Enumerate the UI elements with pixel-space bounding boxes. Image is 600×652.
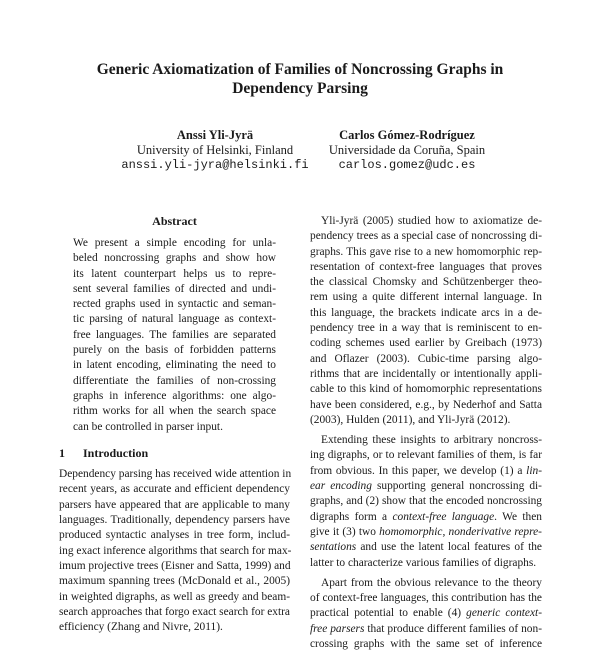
title-line-1: Generic Axiomatization of Families of Noncrossing Graphs in: [96, 61, 504, 78]
body-line: coding schemes used earlier by Greibach (1973): [310, 337, 542, 350]
body-line: of context-free languages, this contribution has the: [310, 592, 542, 605]
body-line: Yli-Jyrä (2005) studied how to axiomatize de-: [321, 215, 542, 227]
abstract-line: free languages. The families are separated: [73, 328, 276, 341]
abstract-line: in latent encoding, eliminating the need to: [73, 359, 276, 372]
body-line: have been considered, e.g., by Nederhof and Satta: [310, 398, 542, 411]
body-line: crossing graphs with the same set of inference: [310, 638, 542, 651]
body-line: ing exact inference algorithms that search for max-: [59, 544, 292, 557]
text-run: give it (3) two: [310, 525, 376, 538]
text-run: and use the latent local features of the: [360, 541, 542, 554]
author-name: Carlos Gómez-Rodríguez: [339, 128, 475, 142]
abstract-line: beled noncrossing graphs and show how: [73, 252, 276, 265]
text-run: from obvious. In this paper, we develop (1) a: [310, 464, 523, 477]
body-line: latter to characterize various families of digraphs.: [310, 556, 537, 569]
emphasis: sentations: [310, 541, 357, 554]
body-line: pendency trees as a special case of noncrossing di-: [310, 230, 542, 243]
body-line: [310, 606, 542, 621]
text-run: supporting general noncrossing di-: [376, 480, 542, 493]
abstract-line: tic parsing of natural language as context-: [73, 313, 276, 326]
text-run: digraphs form a: [310, 510, 388, 523]
body-line: ing digraphs, or to relevant families of them, is far: [310, 449, 542, 462]
abstract-line: sent several families of directed and undi-: [73, 282, 276, 295]
author-email: anssi.yli-jyra@helsinki.fi: [121, 158, 309, 172]
abstract-line: its latent counterpart helps us to repre-: [73, 267, 276, 280]
section-number: 1: [59, 445, 65, 460]
body-line: rithms that are incidentally or intentionally appli-: [310, 367, 542, 380]
body-line: resentation of context-free languages that proves: [310, 260, 542, 273]
abstract-line: rithm works for all when the search space: [73, 405, 276, 418]
emphasis: homomorphic, nonderivative repre-: [379, 525, 542, 538]
emphasis: lin-: [526, 464, 542, 477]
body-line: parsers have appeared that are applicable to many: [59, 498, 290, 511]
section-heading-introduction: [59, 446, 290, 461]
author-affiliation: Universidade da Coruña, Spain: [328, 143, 486, 157]
emphasis: free parsers: [310, 622, 365, 635]
abstract-text: [73, 236, 276, 435]
abstract-heading: Abstract: [152, 214, 197, 228]
body-line: this language, the brackets indicate arcs in a de-: [310, 306, 542, 319]
body-line: [310, 464, 542, 479]
abstract-line: can be controlled in parser input.: [73, 420, 223, 433]
body-line: produced syntactic analyses in tree form, includ-: [59, 529, 290, 542]
body-line: maximum spanning trees (McDonald et al., 2005): [59, 575, 290, 588]
body-line: pendency tree in a way that is reminiscent to en-: [310, 322, 542, 335]
abstract-line: purely on the basis of forbidden patterns: [73, 344, 276, 357]
body-line: graphs. This gave rise to a new homomorphic rep-: [310, 245, 542, 258]
text-run: practical potential to enable (4): [310, 607, 462, 620]
body-line: imum projective trees (Eisner and Satta, 1999) and: [59, 559, 291, 572]
body-line: efficiency (Zhang and Nivre, 2011).: [59, 621, 223, 634]
body-line: and Oflazer (2003). Cubic-time parsing algo-: [310, 352, 542, 365]
body-line: Apart from the obvious relevance to the theory: [321, 576, 542, 589]
body-line: [310, 510, 542, 525]
abstract-line: rected graphs used in syntactic and seman-: [73, 298, 276, 311]
body-line: Dependency parsing has received wide attention in: [59, 468, 292, 481]
paragraph-extending-insights: [310, 433, 542, 571]
text-run: . We then: [494, 510, 542, 523]
title-line-2: Dependency Parsing: [232, 80, 368, 97]
author-email: carlos.gomez@udc.es: [338, 158, 476, 172]
body-line: [310, 525, 542, 540]
body-line: search approaches that forgo exact search for extra: [59, 605, 290, 618]
right-column: [310, 214, 542, 652]
body-line: graphs, and (2) show that the encoded noncrossing: [310, 495, 542, 508]
emphasis: context-free language: [392, 510, 495, 523]
paragraph-yli-jyra-2005: [310, 214, 542, 428]
abstract-line: differentiate the families of non-crossing: [73, 374, 276, 387]
body-line: [310, 540, 542, 555]
body-line: Extending these insights to arbitrary noncross-: [321, 434, 542, 447]
section-title: Introduction: [83, 445, 149, 460]
body-line: recent years, as accurate and efficient dependency: [59, 483, 290, 496]
body-line: [310, 622, 542, 637]
paragraph-apart-from: [310, 576, 542, 652]
introduction-paragraph: [59, 467, 290, 635]
abstract-line: graphs in inference algorithms: one algo-: [73, 389, 276, 402]
author-affiliation: University of Helsinki, Finland: [136, 143, 294, 157]
author-block-1: [100, 128, 330, 173]
body-line: the classical Chomsky and Schützenberger theo-: [310, 276, 542, 289]
body-line: cable to this kind of homomorphic representations: [310, 383, 542, 396]
emphasis: ear encoding: [310, 480, 372, 493]
body-line: rem using a quite different internal language. In: [310, 291, 542, 304]
left-column: [59, 214, 290, 635]
abstract-line: We present a simple encoding for unla-: [73, 237, 276, 249]
paper-title: [60, 60, 540, 98]
author-name: Anssi Yli-Jyrä: [176, 128, 254, 142]
body-line: [310, 479, 542, 494]
body-line: (2003), Hulden (2011), and Yli-Jyrä (2012).: [310, 413, 511, 426]
emphasis: generic context-: [466, 607, 542, 620]
body-line: in weighted digraphs, as well as greedy and beam-: [59, 590, 290, 603]
author-block-2: [312, 128, 502, 173]
text-run: that produce different families of non-: [367, 622, 542, 635]
body-line: languages. Traditionally, dependency parsers have: [59, 514, 290, 527]
